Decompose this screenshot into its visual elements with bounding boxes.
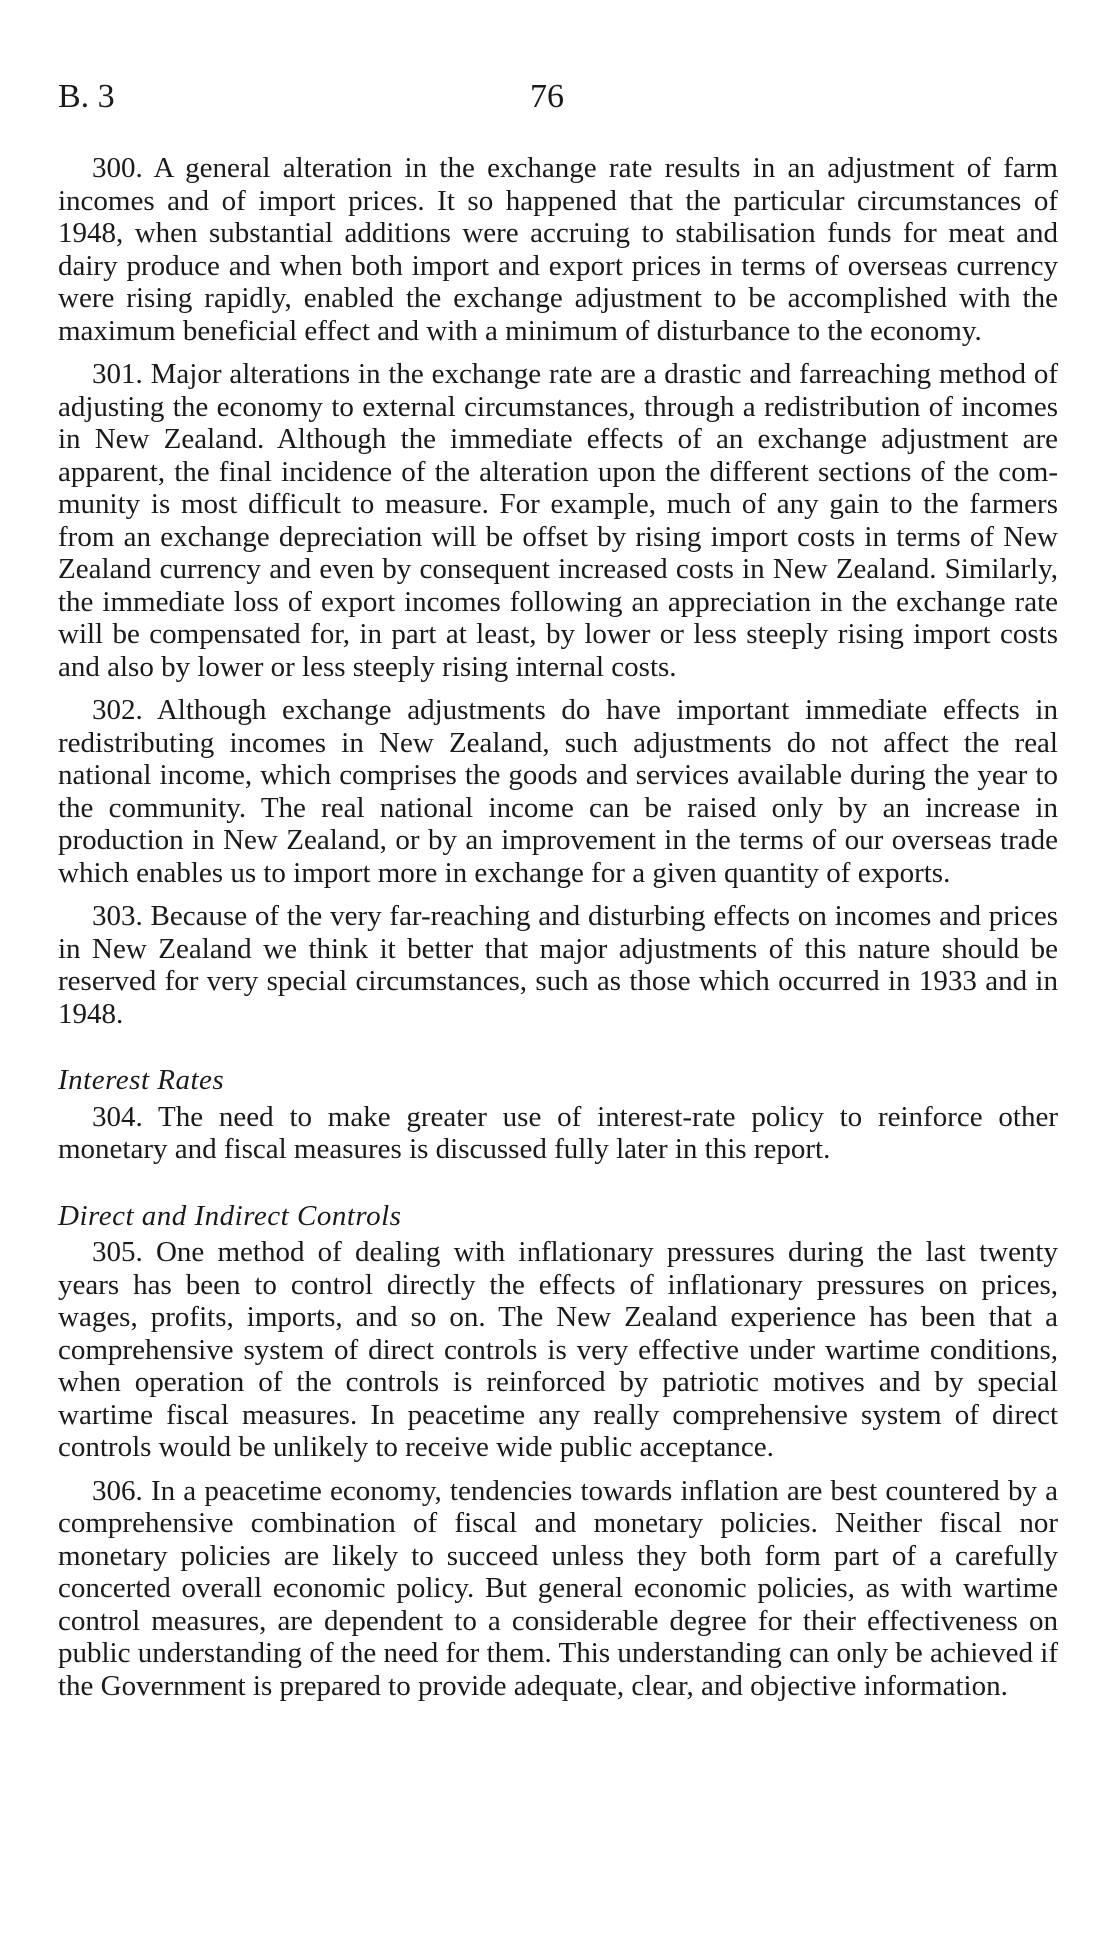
- paragraph-303: 303. Because of the very far-reaching and disturbing effects on incomes and prices in New Zealand we think it better that major adjustments of this nature should be reserved for very special circumstances, such as those which occurred in 1933 and in 1948.: [58, 900, 1058, 1030]
- section-heading-interest-rates: Interest Rates: [58, 1064, 225, 1096]
- document-reference: B. 3: [58, 78, 115, 115]
- page-body: [58, 152, 1058, 1713]
- paragraph-304: 304. The need to make greater use of interest-rate policy to reinforce other monetary and fiscal measures is discussed fully later in this report.: [58, 1100, 1058, 1165]
- paragraph-301: 301. Major alterations in the exchange rate are a drastic and farreaching method of adjusting the economy to external circumstances, through a redistribution of incomes in New Zealand. Although the immediate effects of an exchange adjustment are apparent, the final incidence of the alteration upon the different sections of the community is most difficult to measure. For example, much of any gain to the farmers from an exchange depreciation will be offset by rising import costs in terms of New Zealand currency and even by consequent increased costs in New Zealand. Similarly, the immediate loss of export incomes following an appreciation in the exchange rate will be compensated for, in part at least, by lower or less steeply rising import costs and also by lower or less steeply rising internal costs.: [58, 358, 1058, 683]
- paragraph-302: 302. Although exchange adjustments do have important immediate effects in redistributing incomes in New Zealand, such adjustments do not affect the real national income, which comprises the goods and services available during the year to the community. The real national income can be raised only by an increase in production in New Zealand, or by an improvement in the terms of our overseas trade which enables us to import more in exchange for a given quantity of exports.: [58, 694, 1058, 889]
- page-header: [58, 78, 1058, 122]
- page-number: 76: [530, 78, 564, 115]
- section-heading-direct-indirect-controls: Direct and Indirect Controls: [58, 1199, 402, 1232]
- paragraph-306: 306. In a peacetime economy, tendencies towards inflation are best countered by a comprehensive combination of fiscal and monetary policies. Neither fiscal nor monetary policies are likely to succeed unless they both form part of a carefully concerted overall economic policy. But general economic policies, as with wartime control measures, are dependent to a considerable degree for their effectiveness on public understanding of the need for them. This understanding can only be achieved if the Government is prepared to provide adequate, clear, and objective information.: [58, 1474, 1058, 1702]
- paragraph-300: 300. A general alteration in the exchange rate results in an adjustment of farm incomes and of import prices. It so happened that the particular circumstances of 1948, when substantial additions were accruing to stabilisation funds for meat and dairy produce and when both import and export prices in terms of overseas currency were rising rapidly, enabled the exchange adjustment to be accomplished with the maximum beneficial effect and with a minimum of disturbance to the economy.: [58, 152, 1058, 347]
- paragraph-305: 305. One method of dealing with inflationary pressures during the last twenty years has been to control directly the effects of inflationary pressures on prices, wages, profits, imports, and so on. The New Zealand experience has been that a comprehensive system of direct controls is very effective under wartime conditions, when operation of the controls is reinforced by patriotic motives and by special wartime fiscal measures. In peacetime any really comprehensive system of direct controls would be unlikely to receive wide public acceptance.: [58, 1236, 1058, 1463]
